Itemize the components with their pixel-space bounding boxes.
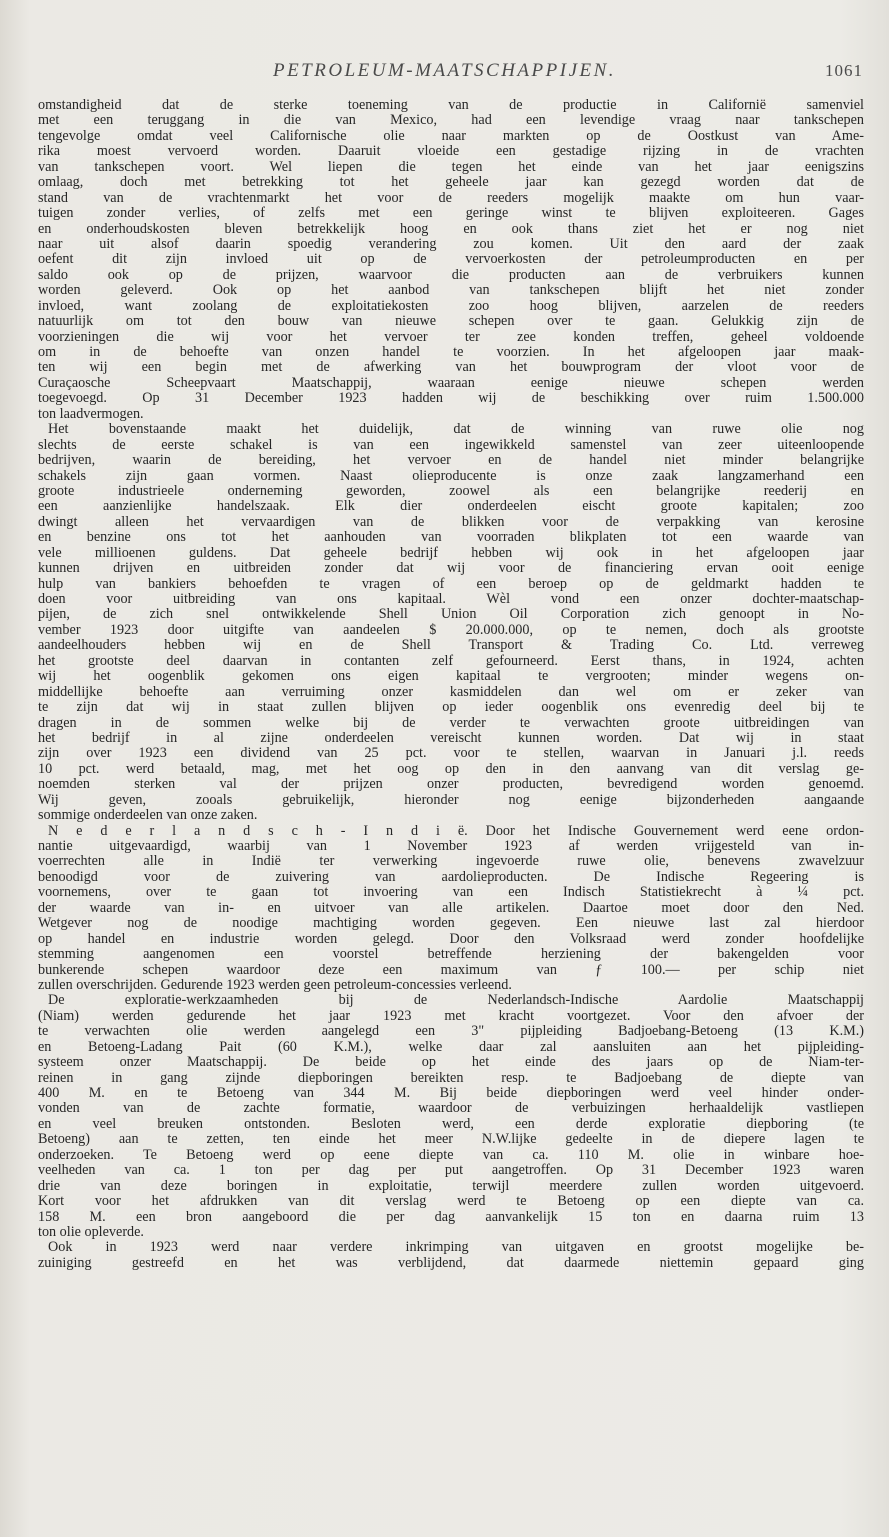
text-line: rika moest vervoerd worden. Daaruit vloeide een gestadige rijzing in de vrachten: [38, 144, 864, 160]
text-line: Het bovenstaande maakt het duidelijk, dat de winning van ruwe olie nog: [48, 422, 864, 438]
text-line: noemden sterken val der prijzen onzer producten, bevredigend worden genoemd.: [38, 777, 864, 793]
text-line: zijn over 1923 een dividend van 25 pct. voor te stellen, waarvan in Januari j.l. reeds: [38, 746, 864, 762]
page-number: 1061: [825, 61, 863, 80]
text-line: omlaag, doch met betrekking tot het geheele jaar kan gezegd worden dat de: [38, 175, 864, 191]
text-line: groote industrieele onderneming geworden, zoowel als een belangrijke reederij en: [38, 483, 864, 499]
text-line: onderzoeken. Te Betoeng werd op eene diepte van ca. 110 M. olie in winbare hoe-: [38, 1147, 864, 1163]
text-line: tuigen zonder verlies, of zelfs met een geringe winst te blijven exploiteeren. Gages: [38, 206, 864, 222]
text-line: Betoeng) aan te zetten, ten einde het meer N.W.lijke gedeelte in de diepere lagen te: [38, 1132, 864, 1148]
text-line: stand van de vrachtenmarkt het voor de reeders mogelijk maakte om hun vaar-: [38, 190, 864, 206]
text-line: slechts de eerste schakel is van een ingewikkeld samenstel van zeer uiteenloopende: [38, 437, 864, 453]
text-line: op handel en industrie worden gelegd. Door den Volksraad werd zonder hoofdelijke: [38, 931, 864, 947]
running-title: PETROLEUM-MAATSCHAPPIJEN.: [272, 60, 617, 81]
text-line: zullen overschrijden. Gedurende 1923 werden geen petroleum-concessies verleend.: [38, 977, 512, 993]
text-line: systeem onzer Maatschappij. De beide op het einde des jaars op de Niam-ter-: [38, 1055, 864, 1071]
text-line: doen voor uitbreiding van ons kapitaal. Wèl vond een onzer dochter-maatschap-: [38, 592, 864, 607]
text-line: 400 M. en te Betoeng van 344 M. Bij beide diepboringen werd veel hinder onder-: [38, 1086, 864, 1101]
text-line: De exploratie-werkzaamheden bij de Nederlandsch-Indische Aardolie Maatschappij: [48, 993, 864, 1009]
text-line: bunkerende schepen waardoor deze een maximum van ƒ 100.— per schip niet: [38, 962, 864, 978]
text-line: tengevolge omdat veel Californische olie naar markten op de Oostkust van Ame-: [38, 128, 864, 144]
text-line: toegevoegd. Op 31 December 1923 hadden wij de beschikking over ruim 1.500.000: [38, 391, 864, 407]
text-line: stemming aangenomen een voorstel betreffende herziening der bakengelden voor: [38, 947, 864, 963]
text-line: ten wij een begin met de afwerking van het bouwprogram der vloot voor de: [38, 360, 864, 376]
text-line: veelheden van ca. 1 ton per dag per put aangetroffen. Op 31 December 1923 waren: [38, 1163, 864, 1179]
text-line: vonden van de zachte formatie, waardoor de verbuizingen herhaaldelijk vastliepen: [38, 1101, 864, 1117]
text-line: schakels zijn gaan vormen. Naast olieproducente is onze zaak langzamerhand een: [38, 468, 864, 484]
text-line: en benzine ons tot het aanhouden van voorraden blikplaten tot een waarde van: [38, 530, 864, 546]
text-line: en onderhoudskosten bleven betrekkelijk hoog en ook thans ziet het er nog niet: [38, 221, 864, 237]
text-line: dwingt alleen het vervaardigen van de blikken voor de verpakking van kerosine: [38, 514, 864, 530]
text-line: Kort voor het afdrukken van dit verslag werd te Betoeng op een diepte van ca.: [38, 1194, 864, 1210]
text-line: en veel breuken ontstonden. Besloten werd, een derde exploratie diepboring (te: [38, 1116, 864, 1132]
text-line: N e d e r l a n d s c h - I n d i ë. Door het Indische Gouvernement werd eene ordon-: [48, 823, 864, 839]
text-line: bedrijven, waarin de bereiding, het vervoer en de handel niet minder belangrijke: [38, 453, 864, 469]
page-header: [0, 58, 889, 88]
text-line: reinen in gang zijnde diepboringen bereikten resp. te Badjoebang de diepte van: [38, 1070, 864, 1086]
text-line: invloed, want zoolang de exploitatiekosten zoo hoog blijven, aarzelen de reeders: [38, 298, 864, 314]
text-line: dragen in de sommen welke bij de verder te verwachten groote uitbreidingen van: [38, 715, 864, 731]
text-line: hulp van bankiers behoefden te vragen of een beroep op de geldmarkt hadden te: [38, 576, 864, 592]
text-line: wij het oogenblik gekomen ons eigen kapitaal te vergrooten; minder wegens on-: [38, 669, 864, 685]
text-line: aandeelhouders hebben wij en de Shell Transport & Trading Co. Ltd. verreweg: [38, 638, 864, 654]
text-line: ton olie opleverde.: [38, 1224, 144, 1240]
text-line: het grootste deel daarvan in contanten zelf gefourneerd. Eerst thans, in 1924, achten: [38, 653, 864, 669]
text-line: Wij geven, zooals gebruikelijk, hieronder nog eenige bijzonderheden aangaande: [38, 792, 864, 808]
text-line: der waarde van in- en uitvoer van alle artikelen. Daartoe moet door den Ned.: [38, 900, 864, 916]
text-line: te zijn dat wij in staat zullen blijven op ieder oogenblik ons evenredig deel bij te: [38, 700, 864, 716]
text-line: (Niam) werden gedurende het jaar 1923 met kracht voortgezet. Voor den afvoer der: [38, 1008, 864, 1024]
text-line: Wetgever nog de noodige machtiging worden gegeven. Een nieuwe last zal hierdoor: [38, 916, 864, 932]
text-line: Curaçaosche Scheepvaart Maatschappij, waaraan eenige nieuwe schepen werden: [38, 375, 864, 391]
text-line: benoodigd voor de zuivering van aardolieproducten. De Indische Regeering is: [38, 869, 864, 885]
text-line: voorzieningen die wij voor het vervoer ter zee konden treffen, geheel voldoende: [38, 329, 864, 345]
text-line: kunnen drijven en uitbreiden zonder dat wij voor de financiering ervan ooit eenige: [38, 561, 864, 577]
text-line: met een teruggang in die van Mexico, had een levendige vraag naar tankschepen: [38, 113, 864, 129]
text-line: van tankschepen voort. Wel liepen die tegen het einde van het jaar eenigszins: [38, 159, 864, 175]
text-line: vember 1923 door uitgifte van aandeelen $ 20.000.000, op te nemen, doch als grootste: [38, 622, 864, 638]
text-line: sommige onderdeelen van onze zaken.: [38, 808, 258, 824]
text-line: om in de behoefte van onzen handel te voorzien. In het afgeloopen jaar maak-: [38, 345, 864, 360]
text-line: ton laadvermogen.: [38, 406, 144, 422]
text-line: en Betoeng-Ladang Pait (60 K.M.), welke daar zal aansluiten aan het pijpleiding-: [38, 1039, 864, 1055]
text-line: saldo ook op de prijzen, waarvoor die producten aan de verbruikers kunnen: [38, 267, 864, 283]
text-line: omstandigheid dat de sterke toeneming van de productie in Californië samenviel: [38, 98, 864, 113]
text-line: worden geleverd. Ook op het aanbod van tankschepen blijft het niet zonder: [38, 283, 864, 299]
text-line: natuurlijk om tot den bouw van nieuwe schepen over te gaan. Gelukkig zijn de: [38, 314, 864, 330]
text-line: pijen, de zich snel ontwikkelende Shell Union Oil Corporation zich genoopt in No-: [38, 607, 864, 623]
text-line: drie van deze boringen in exploitatie, terwijl meerdere zullen worden uitgevoerd.: [38, 1178, 864, 1194]
text-line: zuiniging gestreefd en het was verblijdend, dat daarmede niettemin gepaard ging: [38, 1255, 864, 1271]
text-line: een aanzienlijke handelszaak. Elk dier onderdeelen eischt groote kapitalen; zoo: [38, 499, 864, 515]
text-line: nantie uitgevaardigd, waarbij van 1 November 1923 af werden vrijgesteld van in-: [38, 839, 864, 854]
text-line: het bedrijf in al zijne onderdeelen vereischt kunnen worden. Dat wij in staat: [38, 730, 864, 746]
text-line: Ook in 1923 werd naar verdere inkrimping van uitgaven en grootst mogelijke be-: [48, 1240, 864, 1256]
text-line: 10 pct. werd betaald, mag, met het oog op den in den aanvang van dit verslag ge-: [38, 761, 864, 777]
text-line: voerrechten alle in Indië ter verwerking ingevoerde ruwe olie, benevens zwavelzuur: [38, 854, 864, 870]
text-line: middellijke behoefte aan verruiming onzer kasmiddelen dan wel om er zeker van: [38, 684, 864, 700]
text-line: naar uit alsof daarin spoedig verandering zou komen. Uit den aard der zaak: [38, 236, 864, 252]
text-line: oefent dit zijn invloed uit op de vervoerkosten der petroleumproducten en per: [38, 252, 864, 268]
text-line: vele millioenen guldens. Dat geheele bedrijf hebben wij ook in het afgeloopen jaar: [38, 545, 864, 561]
body-text: [38, 98, 864, 1523]
text-line: voornemens, over te gaan tot invoering van een Indisch Statistiekrecht à ¼ pct.: [38, 885, 864, 901]
text-line: te verwachten olie werden aangelegd een 3" pijpleiding Badjoebang-Betoeng (13 K.M.): [38, 1024, 864, 1040]
text-line: 158 M. een bron aangeboord die per dag aanvankelijk 15 ton en daarna ruim 13: [38, 1209, 864, 1225]
